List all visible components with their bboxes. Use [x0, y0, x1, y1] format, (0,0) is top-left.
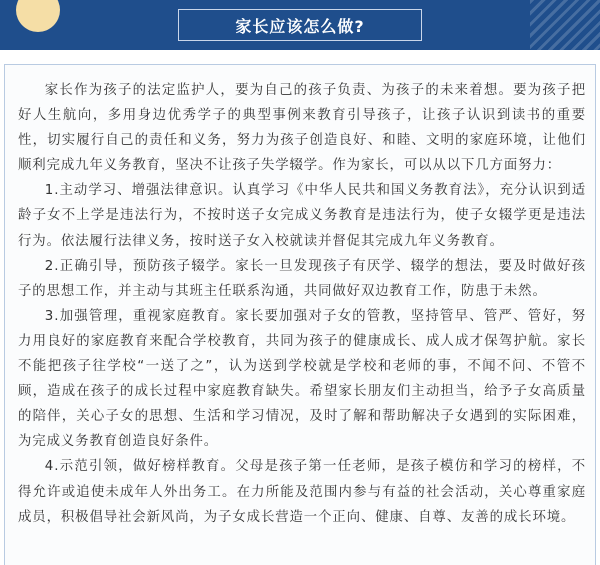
decorative-circle [16, 0, 60, 32]
paragraph-item-1: 1.主动学习、增强法律意识。认真学习《中华人民共和国义务教育法》，充分认识到适龄子女不上学是违法行为，不按时送子女完成义务教育是违法行为，使子女辍学更是违法行为。依法履行法律义务，按时送子女入校就读并督促其完成九年义务教育。 [18, 183, 586, 249]
article-body [18, 78, 586, 530]
page-title: 家长应该怎么做? [235, 16, 365, 36]
header-banner [0, 0, 600, 50]
paragraph-item-4: 4.示范引领，做好榜样教育。父母是孩子第一任老师，是孩子模仿和学习的榜样，不得允许或追使未成年人外出务工。在力所能及范围内参与有益的社会活动，关心尊重家庭成员，积极倡导社会新风尚，为子女成长营造一个正向、健康、自尊、友善的成长环境。 [18, 459, 586, 525]
decorative-stripes [530, 0, 600, 50]
paragraph-item-3: 3.加强管理，重视家庭教育。家长要加强对子女的管教，坚持管早、管严、管好，努力用良好的家庭教育来配合学校教育，共同为孩子的健康成长、成人成才保驾护航。家长不能把孩子往学校“一送了之”，认为送到学校就是学校和老师的事，不闻不问、不管不顾，造成在孩子的成长过程中家庭教育缺失。希望家长朋友们主动担当，给予子女高质量的陪伴，关心子女的思想、生活和学习情况，及时了解和帮助解决子女遇到的实际困难，为完成义务教育创造良好条件。 [18, 308, 586, 450]
paragraph-intro: 家长作为孩子的法定监护人，要为自己的孩子负责、为孩子的未来着想。要为孩子把好人生航向，多用身边优秀学子的典型事例来教育引导孩子，让孩子认识到读书的重要性，切实履行自己的责任和义务，努力为孩子创造良好、和睦、文明的家庭环境，让他们顺利完成九年义务教育，坚决不让孩子失学辍学。作为家长，可以从以下几方面努力： [18, 83, 586, 174]
title-box [178, 9, 422, 41]
paragraph-item-2: 2.正确引导，预防孩子辍学。家长一旦发现孩子有厌学、辍学的想法，要及时做好孩子的思想工作，并主动与其班主任联系沟通，共同做好双边教育工作，防患于未然。 [18, 258, 586, 299]
